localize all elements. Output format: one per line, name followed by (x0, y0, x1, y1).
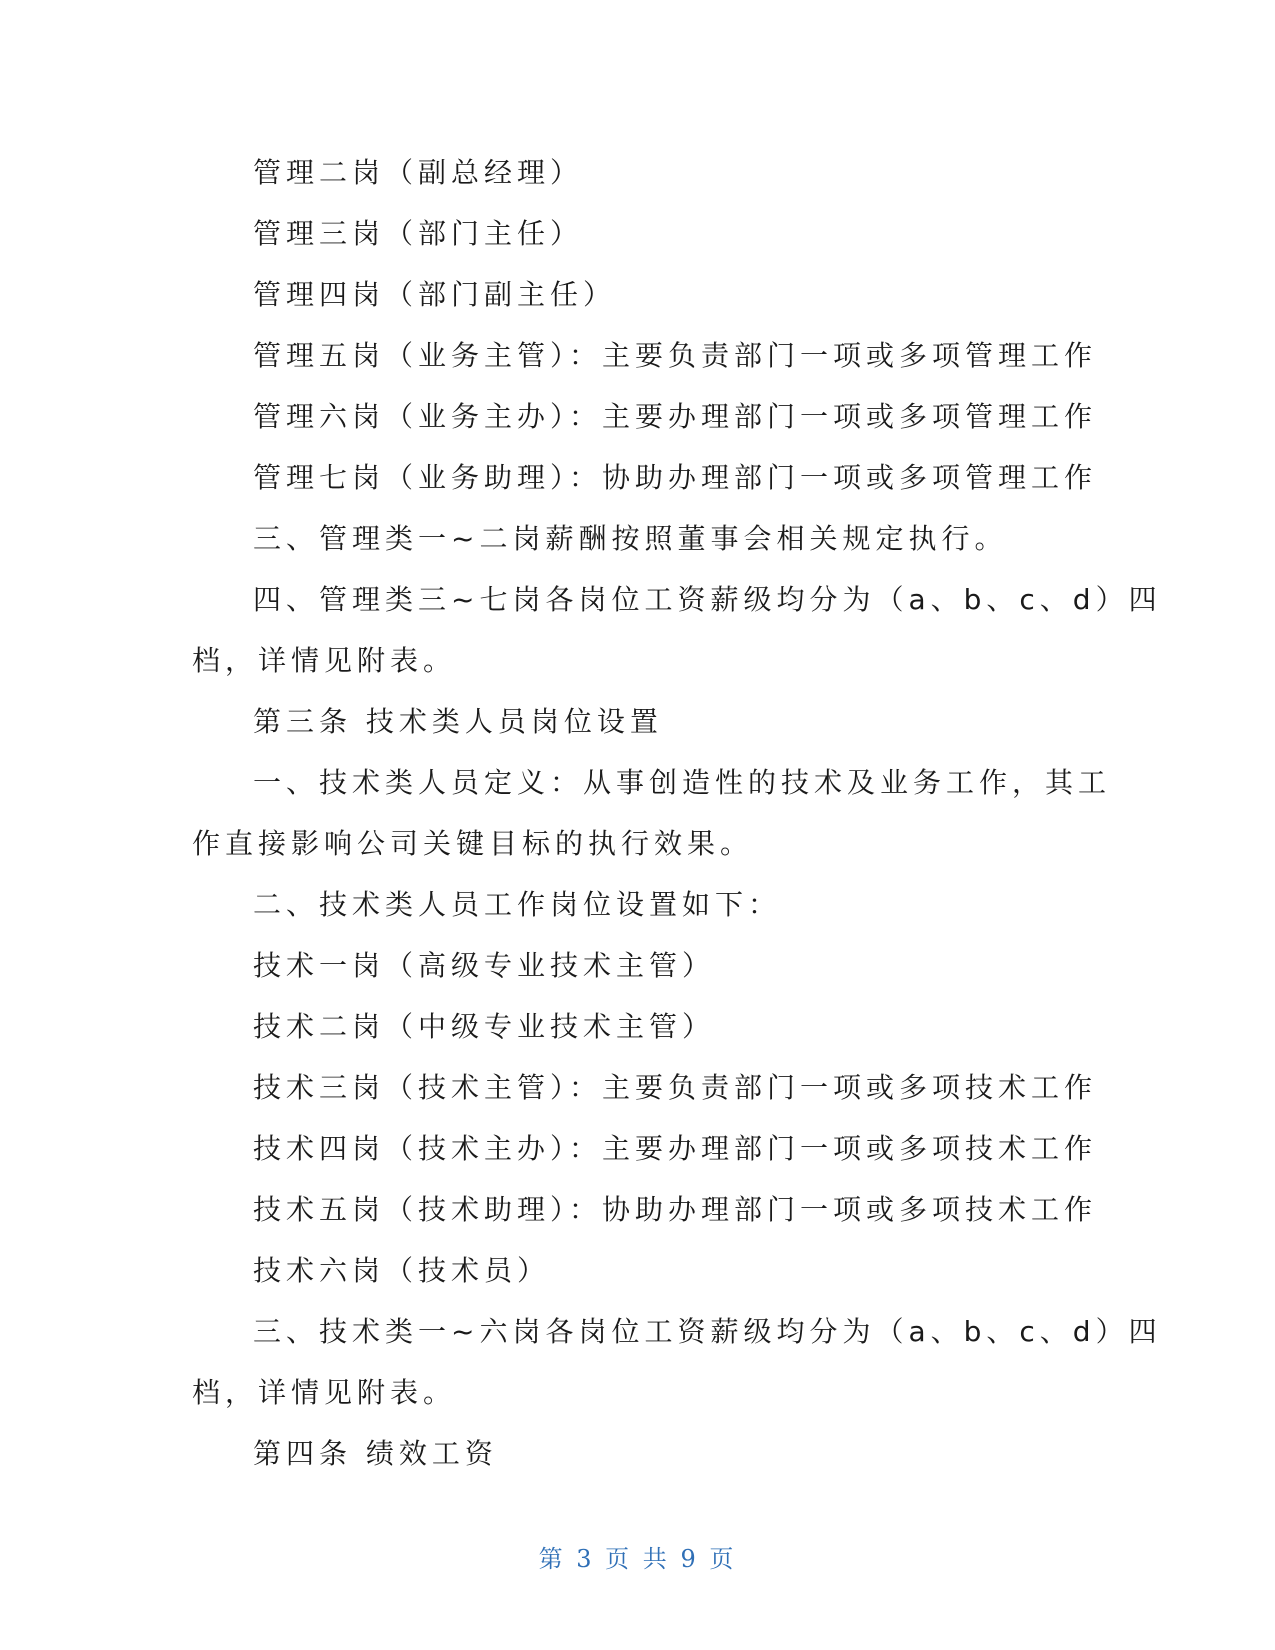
text-line: 四、管理类三~七岗各岗位工资薪级均分为（a、b、c、d）四 (253, 583, 1162, 616)
text-line: 技术四岗（技术主办）：主要办理部门一项或多项技术工作 (253, 1132, 1098, 1165)
text-line: 管理五岗（业务主管）：主要负责部门一项或多项管理工作 (253, 339, 1098, 372)
text-line: 档，详情见附表。 (192, 644, 457, 677)
text-line: 三、管理类一~二岗薪酬按照董事会相关规定执行。 (253, 522, 1008, 555)
text-line: 一、技术类人员定义：从事创造性的技术及业务工作，其工 (253, 766, 1112, 799)
text-line: 管理二岗（副总经理） (253, 156, 584, 189)
text-line: 三、技术类一~六岗各岗位工资薪级均分为（a、b、c、d）四 (253, 1315, 1162, 1348)
section-heading: 第三条 技术类人员岗位设置 (253, 705, 663, 738)
text-line: 管理四岗（部门副主任） (253, 278, 617, 311)
text-line: 档，详情见附表。 (192, 1376, 457, 1409)
page-number-footer: 第 3 页 共 9 页 (538, 1545, 737, 1573)
text-line: 管理三岗（部门主任） (253, 217, 584, 250)
document-body (192, 142, 1162, 1484)
text-line: 技术三岗（技术主管）：主要负责部门一项或多项技术工作 (253, 1071, 1098, 1104)
text-line: 技术一岗（高级专业技术主管） (253, 949, 716, 982)
text-line: 技术二岗（中级专业技术主管） (253, 1010, 716, 1043)
text-line: 管理六岗（业务主办）：主要办理部门一项或多项管理工作 (253, 400, 1098, 433)
text-line: 管理七岗（业务助理）：协助办理部门一项或多项管理工作 (253, 461, 1098, 494)
text-line: 技术六岗（技术员） (253, 1254, 551, 1287)
text-line: 技术五岗（技术助理）：协助办理部门一项或多项技术工作 (253, 1193, 1098, 1226)
section-heading: 第四条 绩效工资 (253, 1437, 498, 1470)
text-line: 作直接影响公司关键目标的执行效果。 (192, 827, 754, 860)
text-line: 二、技术类人员工作岗位设置如下： (253, 888, 782, 921)
